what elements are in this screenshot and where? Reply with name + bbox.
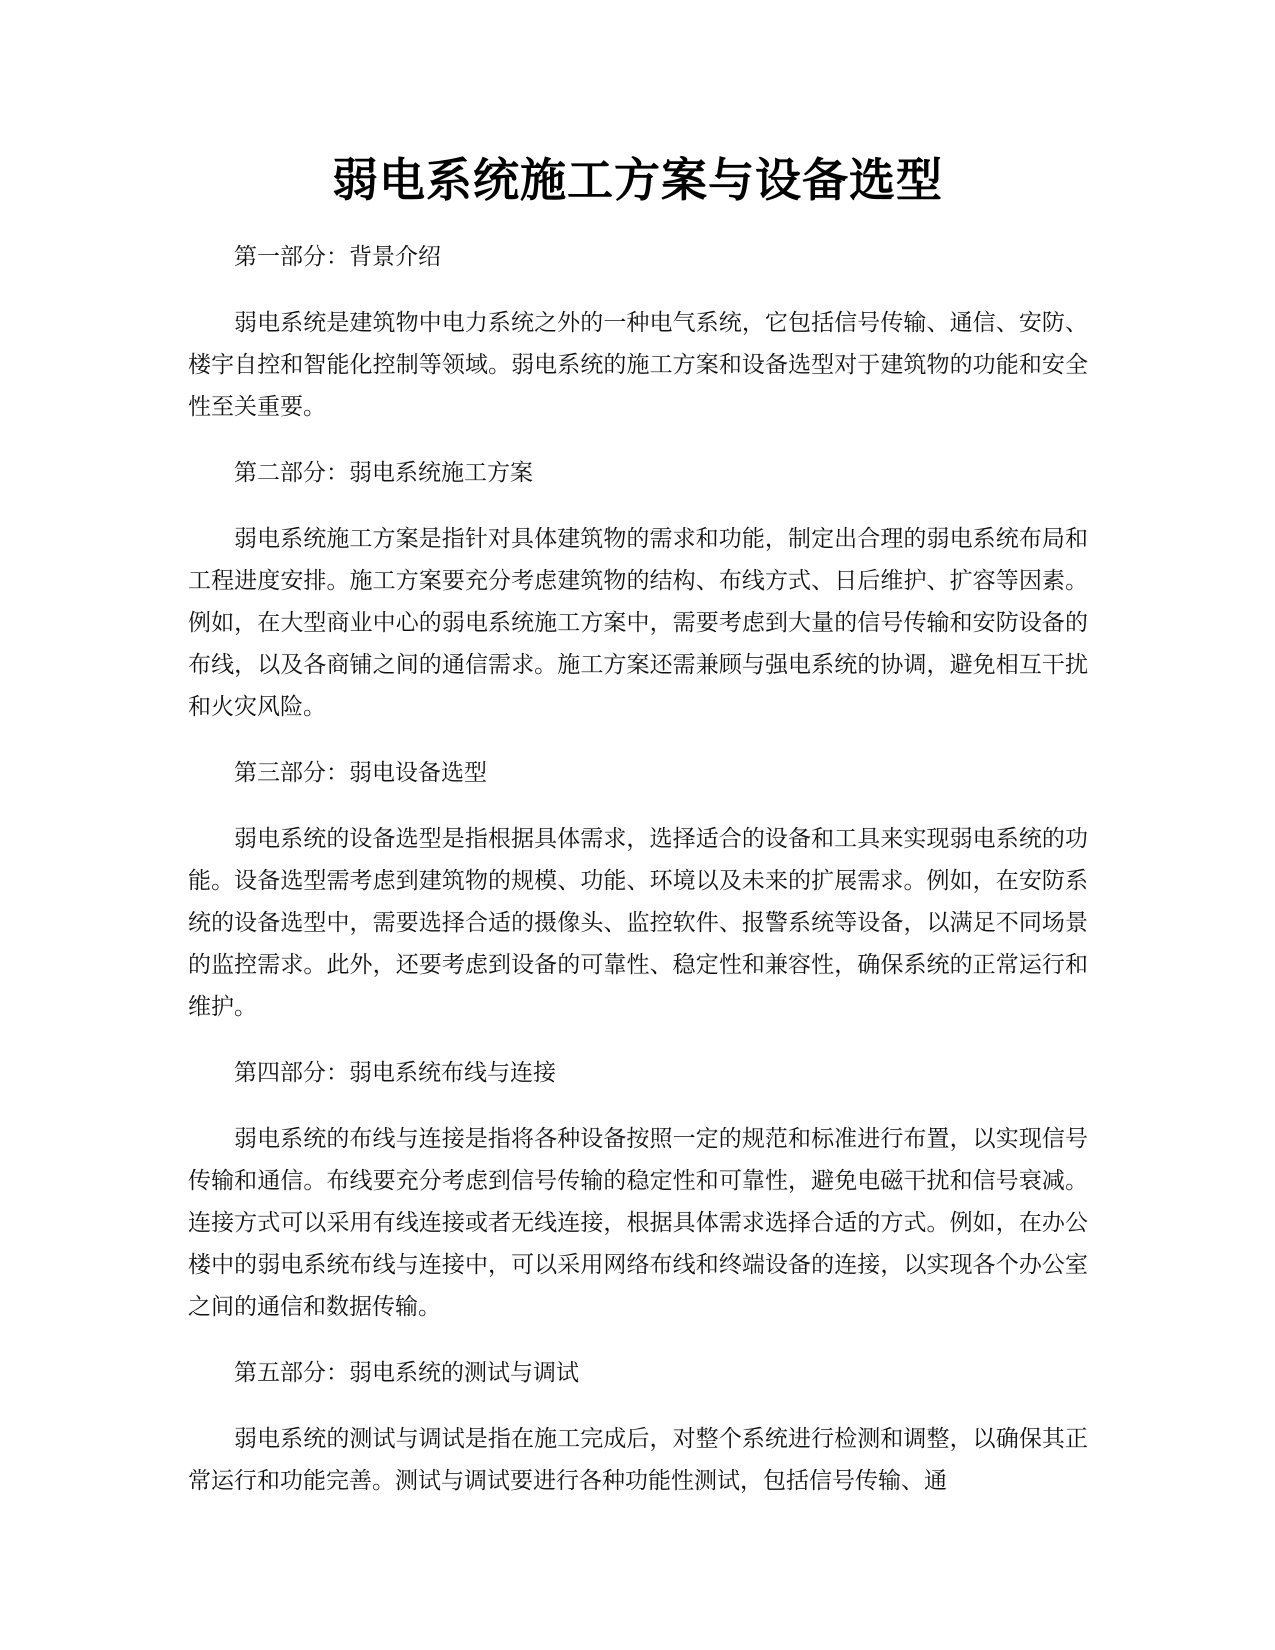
- section-paragraph-5: 弱电系统的测试与调试是指在施工完成后，对整个系统进行检测和调整，以确保其正常运行和功能完善。测试与调试要进行各种功能性测试，包括信号传输、通: [188, 1426, 1088, 1494]
- section-heading-1: 第一部分：背景介绍: [234, 244, 441, 270]
- section-heading-3: 第三部分：弱电设备选型: [234, 760, 487, 786]
- section-paragraph-3: 弱电系统的设备选型是指根据具体需求，选择适合的设备和工具来实现弱电系统的功能。设备选型需考虑到建筑物的规模、功能、环境以及未来的扩展需求。例如，在安防系统的设备选型中，需要选择合适的摄像头、监控软件、报警系统等设备，以满足不同场景的监控需求。此外，还要考虑到设备的可靠性、稳定性和兼容性，确保系统的正常运行和维护。: [188, 826, 1088, 1020]
- document-body: [188, 236, 1088, 1526]
- section-heading-2: 第二部分：弱电系统施工方案: [234, 460, 533, 486]
- section-paragraph-1: 弱电系统是建筑物中电力系统之外的一种电气系统，它包括信号传输、通信、安防、楼宇自控和智能化控制等领域。弱电系统的施工方案和设备选型对于建筑物的功能和安全性至关重要。: [188, 310, 1088, 420]
- section-paragraph-2: 弱电系统施工方案是指针对具体建筑物的需求和功能，制定出合理的弱电系统布局和工程进度安排。施工方案要充分考虑建筑物的结构、布线方式、日后维护、扩容等因素。例如，在大型商业中心的弱电系统施工方案中，需要考虑到大量的信号传输和安防设备的布线，以及各商铺之间的通信需求。施工方案还需兼顾与强电系统的协调，避免相互干扰和火灾风险。: [188, 526, 1088, 720]
- section-paragraph-4: 弱电系统的布线与连接是指将各种设备按照一定的规范和标准进行布置，以实现信号传输和通信。布线要充分考虑到信号传输的稳定性和可靠性，避免电磁干扰和信号衰减。连接方式可以采用有线连接或者无线连接，根据具体需求选择合适的方式。例如，在办公楼中的弱电系统布线与连接中，可以采用网络布线和终端设备的连接，以实现各个办公室之间的通信和数据传输。: [188, 1126, 1088, 1320]
- section-heading-5: 第五部分：弱电系统的测试与调试: [234, 1360, 579, 1386]
- section-heading-4: 第四部分：弱电系统布线与连接: [234, 1060, 556, 1086]
- document-title: 弱电系统施工方案与设备选型: [332, 153, 943, 207]
